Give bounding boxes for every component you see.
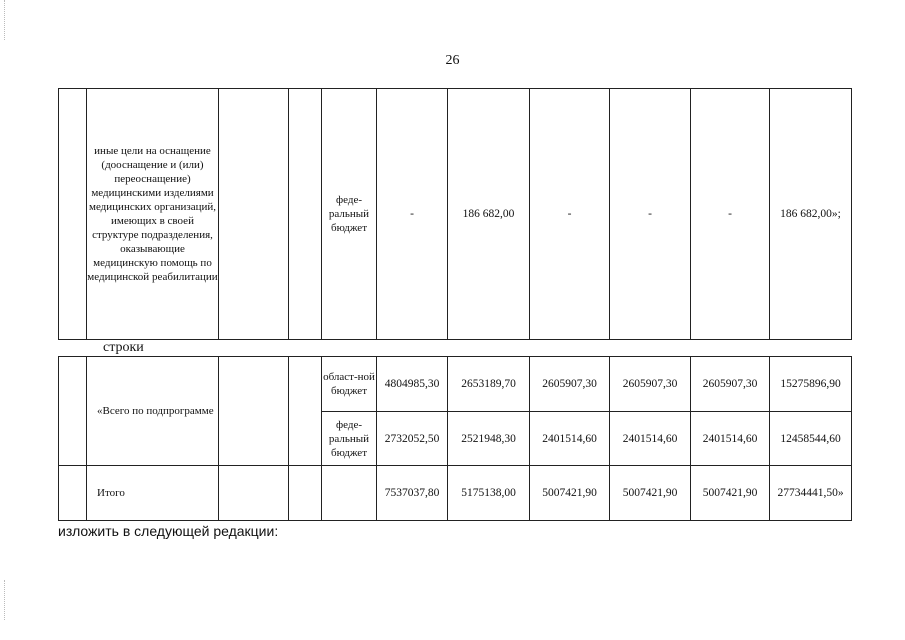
table-cell (219, 466, 289, 521)
label-izlozhit: изложить в следующей редакции: (58, 523, 279, 539)
source-cell: феде-ральный бюджет (322, 412, 377, 466)
page-number: 26 (445, 53, 460, 68)
table-continuation (58, 88, 852, 340)
table-cell (59, 466, 87, 521)
value-cell: 5007421,90 (610, 466, 691, 521)
row-label: Итого (87, 466, 219, 521)
value-cell: 186 682,00»; (770, 89, 852, 340)
table-cell (219, 89, 289, 340)
value-cell: 5007421,90 (691, 466, 770, 521)
table-row (59, 466, 852, 521)
value-cell: 2653189,70 (448, 357, 530, 412)
source-cell (322, 466, 377, 521)
value-cell: 5007421,90 (530, 466, 610, 521)
scan-edge-mark (4, 580, 5, 620)
value-cell: 2605907,30 (530, 357, 610, 412)
scan-edge-mark (4, 0, 5, 40)
table-totals (58, 356, 852, 521)
table-row (59, 357, 852, 412)
value-cell: 15275896,90 (770, 357, 852, 412)
table-cell (289, 89, 322, 340)
value-cell: 7537037,80 (377, 466, 448, 521)
value-cell: - (610, 89, 691, 340)
value-cell: - (691, 89, 770, 340)
value-cell: 2605907,30 (691, 357, 770, 412)
value-cell: 4804985,30 (377, 357, 448, 412)
source-cell: феде-ральный бюджет (322, 89, 377, 340)
table-row (59, 89, 852, 340)
value-cell: 2605907,30 (610, 357, 691, 412)
value-cell: 2521948,30 (448, 412, 530, 466)
label-stroki: строки (103, 340, 144, 355)
value-cell: 2732052,50 (377, 412, 448, 466)
table-cell (289, 466, 322, 521)
table-cell (59, 89, 87, 340)
value-cell: - (377, 89, 448, 340)
value-cell: 2401514,60 (610, 412, 691, 466)
value-cell: 2401514,60 (691, 412, 770, 466)
description-cell (87, 89, 219, 340)
table-cell (59, 357, 87, 466)
description-text: иные цели на оснащение (дооснащение и (или) переоснащение) медицинскими изделиями медицинских организаций, имеющих в своей структуре подразделения, оказывающие медицинскую помощь по медицинской реабилитации (87, 145, 218, 283)
value-cell: 12458544,60 (770, 412, 852, 466)
table-cell (289, 357, 322, 466)
table-cell (219, 357, 289, 466)
value-cell: 2401514,60 (530, 412, 610, 466)
source-cell: област-ной бюджет (322, 357, 377, 412)
value-cell: - (530, 89, 610, 340)
value-cell: 186 682,00 (448, 89, 530, 340)
row-label: «Всего по подпрограмме (87, 357, 219, 466)
value-cell: 5175138,00 (448, 466, 530, 521)
value-cell: 27734441,50» (770, 466, 852, 521)
